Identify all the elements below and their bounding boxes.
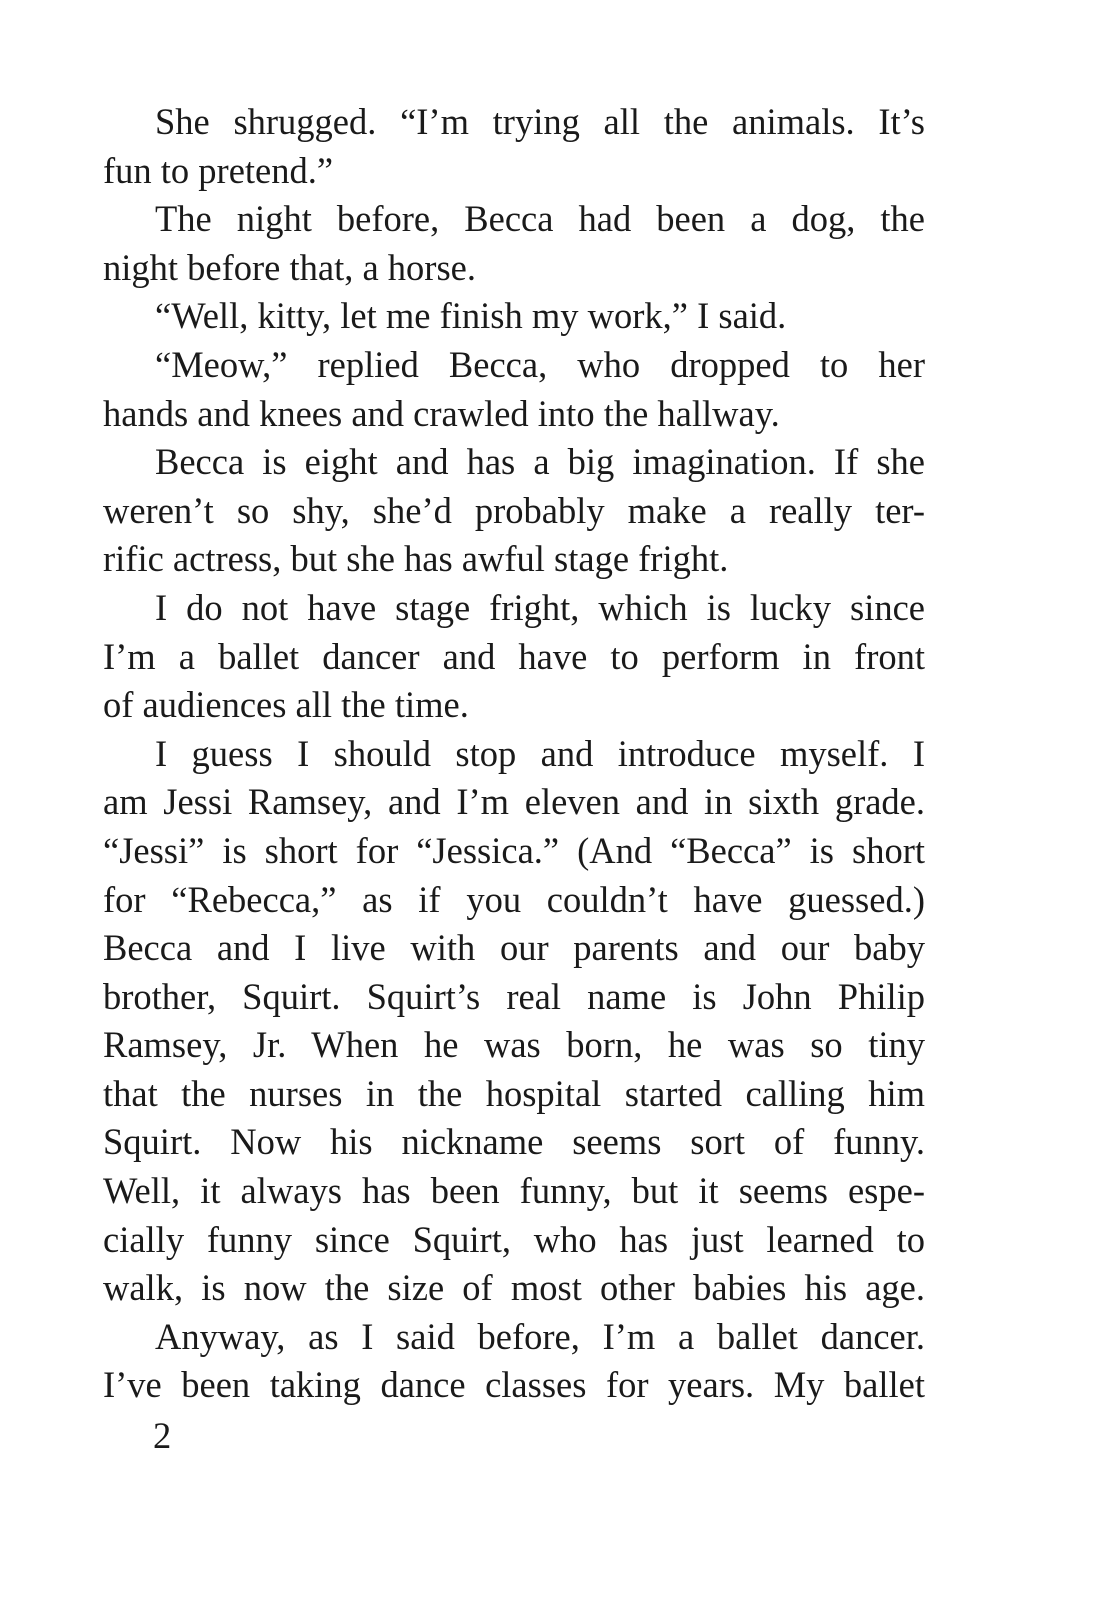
text-line: “Jessi” is short for “Jessica.” (And “Becca” is short bbox=[103, 829, 925, 871]
text-line: Well, it always has been funny, but it seems espe- bbox=[103, 1170, 925, 1212]
text-line: Becca and I live with our parents and our baby bbox=[103, 927, 925, 969]
text-line: “Well, kitty, let me finish my work,” I said. bbox=[155, 295, 787, 337]
text-line: Squirt. Now his nickname seems sort of funny. bbox=[103, 1121, 925, 1163]
text-line: for “Rebecca,” as if you couldn’t have guessed.) bbox=[103, 878, 925, 920]
text-line: I’m a ballet dancer and have to perform in front bbox=[103, 635, 925, 677]
text-line: that the nurses in the hospital started calling him bbox=[103, 1072, 925, 1114]
text-line: Anyway, as I said before, I’m a ballet dancer. bbox=[155, 1315, 925, 1357]
text-line: brother, Squirt. Squirt’s real name is John Philip bbox=[103, 975, 925, 1017]
text-line: cially funny since Squirt, who has just learned to bbox=[103, 1218, 925, 1260]
text-line: She shrugged. “I’m trying all the animals. It’s bbox=[155, 101, 925, 142]
text-line: am Jessi Ramsey, and I’m eleven and in sixth grade. bbox=[103, 781, 925, 823]
text-line: I guess I should stop and introduce myself. I bbox=[155, 732, 925, 774]
text-line: “Meow,” replied Becca, who dropped to her bbox=[155, 343, 925, 385]
text-line: I do not have stage fright, which is lucky since bbox=[155, 586, 925, 628]
text-line: I’ve been taking dance classes for years. My ballet bbox=[103, 1364, 925, 1406]
text-line: of audiences all the time. bbox=[103, 684, 469, 726]
text-line: The night before, Becca had been a dog, the bbox=[155, 198, 925, 240]
text-line: Ramsey, Jr. When he was born, he was so tiny bbox=[103, 1024, 925, 1066]
page-number: 2 bbox=[153, 1415, 172, 1456]
text-line: rific actress, but she has awful stage fright. bbox=[103, 538, 729, 580]
text-line: weren’t so shy, she’d probably make a really ter- bbox=[103, 489, 925, 531]
text-line: fun to pretend.” bbox=[103, 149, 334, 191]
text-line: night before that, a horse. bbox=[103, 246, 476, 288]
text-line: Becca is eight and has a big imagination. If she bbox=[155, 441, 925, 483]
body-text bbox=[103, 98, 925, 1410]
text-line: hands and knees and crawled into the hallway. bbox=[103, 392, 780, 434]
text-line: walk, is now the size of most other babies his age. bbox=[103, 1267, 925, 1309]
